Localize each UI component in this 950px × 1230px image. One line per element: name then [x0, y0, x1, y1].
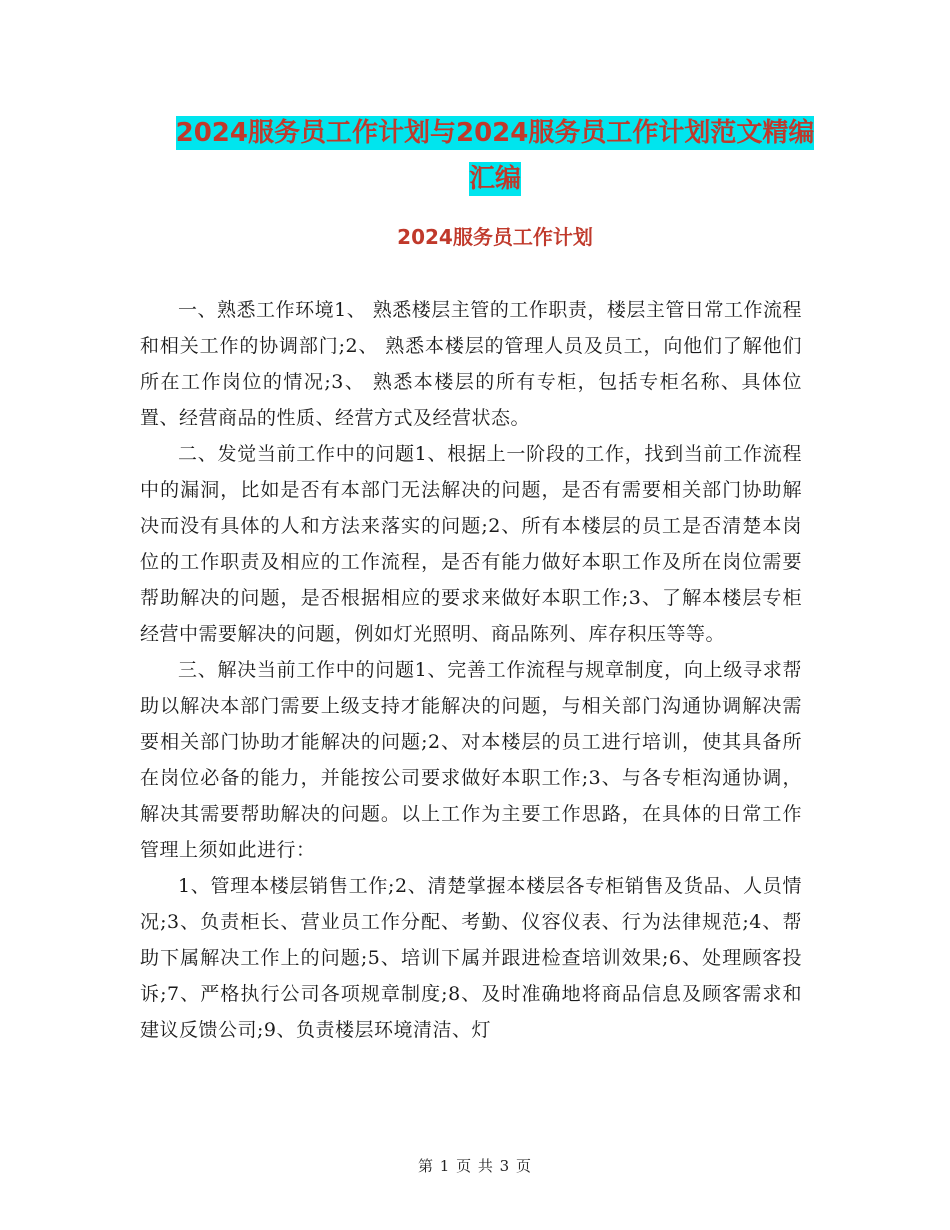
document-body: [140, 292, 802, 1048]
title-line-1: 2024服务员工作计划与2024服务员工作计划范文精编: [175, 118, 815, 148]
section-heading: 2024服务员工作计划: [397, 225, 593, 249]
paragraph: 1、管理本楼层销售工作;2、清楚掌握本楼层各专柜销售及货品、人员情况;3、负责柜长、营业员工作分配、考勤、仪容仪表、行为法律规范;4、帮助下属解决工作上的问题;5、培训下属并跟进检查培训效果;6、处理顾客投诉;7、严格执行公司各项规章制度;8、及时准确地将商品信息及顾客需求和建议反馈公司;9、负责楼层环境清洁、灯: [140, 875, 802, 1041]
title-line-2: 汇编: [468, 164, 521, 194]
page-footer: 第 1 页 共 3 页: [418, 1157, 532, 1175]
paragraph: 三、解决当前工作中的问题1、完善工作流程与规章制度，向上级寻求帮助以解决本部门需要上级支持才能解决的问题，与相关部门沟通协调解决需要相关部门协助才能解决的问题;2、对本楼层的员工进行培训，使其具备所在岗位必备的能力，并能按公司要求做好本职工作;3、与各专柜沟通协调，解决其需要帮助解决的问题。以上工作为主要工作思路，在具体的日常工作管理上须如此进行：: [140, 659, 802, 861]
document-title: [140, 110, 850, 202]
paragraph: 一、熟悉工作环境1、 熟悉楼层主管的工作职责，楼层主管日常工作流程和相关工作的协调部门;2、 熟悉本楼层的管理人员及员工，向他们了解他们所在工作岗位的情况;3、 熟悉本楼层的所有专柜，包括专柜名称、具体位置、经营商品的性质、经营方式及经营状态。: [140, 299, 802, 429]
paragraph: 二、发觉当前工作中的问题1、根据上一阶段的工作，找到当前工作流程中的漏洞，比如是否有本部门无法解决的问题，是否有需要相关部门协助解决而没有具体的人和方法来落实的问题;2、所有本楼层的员工是否清楚本岗位的工作职责及相应的工作流程，是否有能力做好本职工作及所在岗位需要帮助解决的问题，是否根据相应的要求来做好本职工作;3、了解本楼层专柜经营中需要解决的问题，例如灯光照明、商品陈列、库存积压等等。: [140, 443, 802, 645]
